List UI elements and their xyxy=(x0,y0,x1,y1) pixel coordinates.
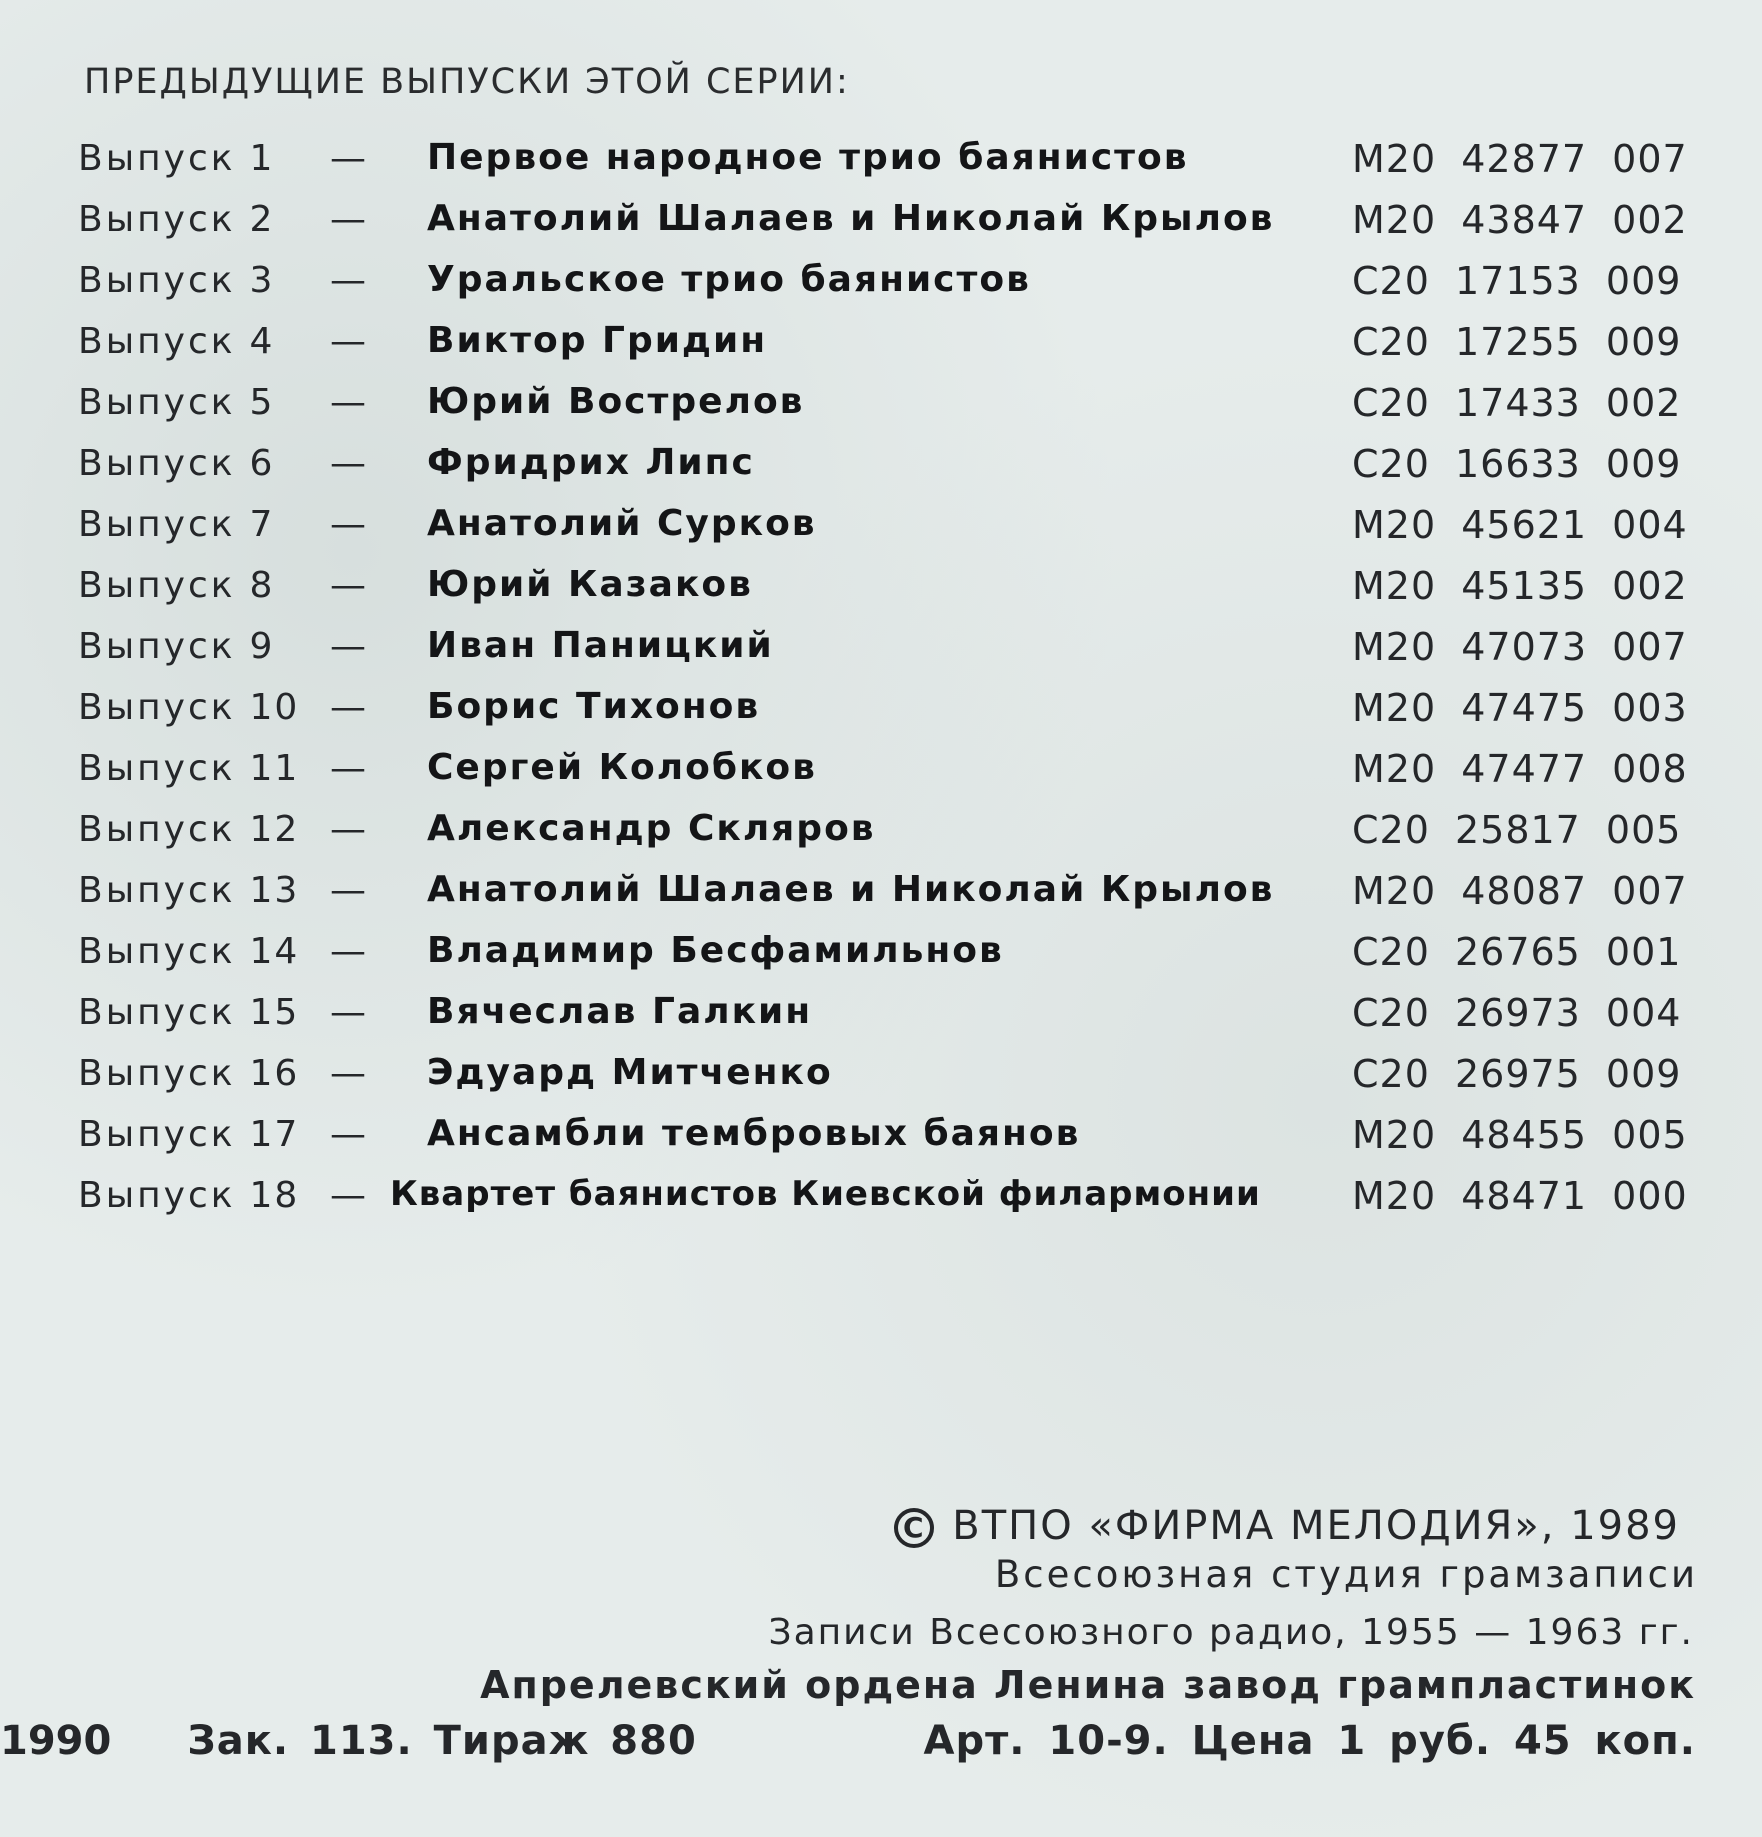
studio-line: Всесоюзная студия грамзаписи xyxy=(994,1553,1698,1596)
issue-dash: — xyxy=(330,1053,366,1094)
issue-row xyxy=(0,132,1762,193)
issue-row xyxy=(0,254,1762,315)
issue-row xyxy=(0,559,1762,620)
catalog-number: М20 45621 004 xyxy=(1352,503,1688,547)
issue-word: Выпуск xyxy=(78,1175,236,1216)
copyright-text: ВТПО «ФИРМА МЕЛОДИЯ», 1989 xyxy=(952,1503,1680,1549)
issue-dash: — xyxy=(330,443,366,484)
catalog-number: М20 48455 005 xyxy=(1352,1113,1688,1157)
catalog-number: С20 17255 009 xyxy=(1352,320,1682,364)
issue-number: 15 xyxy=(249,992,300,1033)
radio-line: Записи Всесоюзного радио, 1955 — 1963 гг. xyxy=(768,1612,1694,1653)
issue-word: Выпуск xyxy=(78,992,236,1033)
issue-word: Выпуск xyxy=(78,687,236,728)
issue-label xyxy=(78,565,274,606)
issue-word: Выпуск xyxy=(78,809,236,850)
issue-label xyxy=(78,199,274,240)
issue-row xyxy=(0,315,1762,376)
issue-label xyxy=(78,992,299,1033)
catalog-number: С20 26973 004 xyxy=(1352,991,1682,1035)
issue-performer: Юрий Вострелов xyxy=(427,381,805,422)
issue-number: 9 xyxy=(249,626,275,667)
issue-word: Выпуск xyxy=(78,1053,236,1094)
issue-number: 16 xyxy=(249,1053,300,1094)
issue-label xyxy=(78,382,274,423)
issue-performer: Первое народное трио баянистов xyxy=(427,137,1189,178)
issue-word: Выпуск xyxy=(78,748,236,789)
catalog-number: М20 48087 007 xyxy=(1352,869,1688,913)
plant-line: Апрелевский ордена Ленина завод грампластинок xyxy=(480,1663,1696,1707)
issue-label xyxy=(78,1053,299,1094)
issue-number: 5 xyxy=(249,382,275,423)
issue-row xyxy=(0,681,1762,742)
issue-number: 12 xyxy=(249,809,300,850)
issue-row xyxy=(0,986,1762,1047)
issue-performer: Вячеслав Галкин xyxy=(427,991,813,1032)
issue-performer: Владимир Бесфамильнов xyxy=(427,930,1004,971)
catalog-number: М20 48471 000 xyxy=(1352,1174,1688,1218)
issue-row xyxy=(0,925,1762,986)
issue-word: Выпуск xyxy=(78,138,236,179)
issue-performer: Иван Паницкий xyxy=(427,625,774,666)
issue-number: 10 xyxy=(249,687,300,728)
issue-row xyxy=(0,864,1762,925)
issue-dash: — xyxy=(330,748,366,789)
catalog-number: М20 47073 007 xyxy=(1352,625,1688,669)
issue-dash: — xyxy=(330,382,366,423)
catalog-number: М20 45135 002 xyxy=(1352,564,1688,608)
issue-list xyxy=(0,132,1762,1230)
issue-performer: Фридрих Липс xyxy=(427,442,755,483)
issue-label xyxy=(78,443,274,484)
issue-label xyxy=(78,748,299,789)
issue-performer: Анатолий Сурков xyxy=(427,503,817,544)
issue-row xyxy=(0,376,1762,437)
issue-number: 3 xyxy=(249,260,275,301)
issue-dash: — xyxy=(330,1175,366,1216)
catalog-number: С20 17153 009 xyxy=(1352,259,1682,303)
issue-dash: — xyxy=(330,626,366,667)
issue-dash: — xyxy=(330,1114,366,1155)
order-line xyxy=(0,1718,697,1764)
issue-label xyxy=(78,321,274,362)
issue-label xyxy=(78,626,274,667)
issue-row xyxy=(0,498,1762,559)
issue-number: 1 xyxy=(249,138,275,179)
issue-performer: Виктор Гридин xyxy=(427,320,768,361)
copyright-icon: C xyxy=(894,1508,934,1548)
issue-performer: Анатолий Шалаев и Николай Крылов xyxy=(427,869,1275,910)
issue-label xyxy=(78,1114,299,1155)
issue-performer: Борис Тихонов xyxy=(427,686,761,727)
issue-number: 8 xyxy=(249,565,275,606)
issue-number: 17 xyxy=(249,1114,300,1155)
issue-label xyxy=(78,687,299,728)
issue-row xyxy=(0,803,1762,864)
catalog-number: С20 25817 005 xyxy=(1352,808,1682,852)
catalog-number: М20 47477 008 xyxy=(1352,747,1688,791)
issue-dash: — xyxy=(330,138,366,179)
issue-label xyxy=(78,504,274,545)
issue-number: 6 xyxy=(249,443,275,484)
issue-number: 2 xyxy=(249,199,275,240)
issue-dash: — xyxy=(330,809,366,850)
issue-word: Выпуск xyxy=(78,1114,236,1155)
catalog-number: С20 17433 002 xyxy=(1352,381,1682,425)
issue-row xyxy=(0,437,1762,498)
issue-row xyxy=(0,1047,1762,1108)
issue-dash: — xyxy=(330,870,366,911)
issue-word: Выпуск xyxy=(78,931,236,972)
issue-performer: Ансамбли тембровых баянов xyxy=(427,1113,1081,1154)
issue-row xyxy=(0,1108,1762,1169)
issue-dash: — xyxy=(330,504,366,545)
issue-number: 18 xyxy=(249,1175,300,1216)
issue-row xyxy=(0,742,1762,803)
issue-performer: Квартет баянистов Киевской филармонии xyxy=(390,1174,1261,1214)
issue-label xyxy=(78,138,274,179)
issue-dash: — xyxy=(330,565,366,606)
copyright-line xyxy=(894,1503,1680,1549)
issue-label xyxy=(78,931,299,972)
issue-label xyxy=(78,870,299,911)
issue-number: 13 xyxy=(249,870,300,911)
price-line: Арт. 10-9. Цена 1 руб. 45 коп. xyxy=(923,1718,1696,1764)
issue-word: Выпуск xyxy=(78,321,236,362)
issue-dash: — xyxy=(330,687,366,728)
catalog-number: С20 26975 009 xyxy=(1352,1052,1682,1096)
issue-word: Выпуск xyxy=(78,260,236,301)
issue-performer: Анатолий Шалаев и Николай Крылов xyxy=(427,198,1275,239)
issue-word: Выпуск xyxy=(78,870,236,911)
issue-dash: — xyxy=(330,321,366,362)
issue-word: Выпуск xyxy=(78,443,236,484)
issue-number: 4 xyxy=(249,321,275,362)
catalog-number: М20 42877 007 xyxy=(1352,137,1688,181)
issue-word: Выпуск xyxy=(78,504,236,545)
issue-number: 7 xyxy=(249,504,275,545)
issue-dash: — xyxy=(330,931,366,972)
issue-number: 14 xyxy=(249,931,300,972)
issue-dash: — xyxy=(330,992,366,1033)
issue-word: Выпуск xyxy=(78,565,236,606)
issue-number: 11 xyxy=(249,748,300,789)
issue-dash: — xyxy=(330,199,366,240)
print-year: 1990 xyxy=(0,1718,112,1764)
order-info: Зак. 113. Тираж 880 xyxy=(187,1718,697,1764)
issue-performer: Александр Скляров xyxy=(427,808,876,849)
issue-row xyxy=(0,620,1762,681)
issue-dash: — xyxy=(330,260,366,301)
issue-row xyxy=(0,193,1762,254)
issue-label xyxy=(78,809,299,850)
issue-label xyxy=(78,260,274,301)
issue-performer: Сергей Колобков xyxy=(427,747,817,788)
catalog-number: С20 26765 001 xyxy=(1352,930,1682,974)
page-title: ПРЕДЫДУЩИЕ ВЫПУСКИ ЭТОЙ СЕРИИ: xyxy=(84,62,850,102)
issue-word: Выпуск xyxy=(78,626,236,667)
catalog-number: М20 43847 002 xyxy=(1352,198,1688,242)
catalog-number: М20 47475 003 xyxy=(1352,686,1688,730)
issue-row xyxy=(0,1169,1762,1230)
issue-label xyxy=(78,1175,299,1216)
issue-performer: Уральское трио баянистов xyxy=(427,259,1031,300)
issue-performer: Юрий Казаков xyxy=(427,564,753,605)
issue-word: Выпуск xyxy=(78,199,236,240)
catalog-number: С20 16633 009 xyxy=(1352,442,1682,486)
issue-performer: Эдуард Митченко xyxy=(427,1052,833,1093)
issue-word: Выпуск xyxy=(78,382,236,423)
